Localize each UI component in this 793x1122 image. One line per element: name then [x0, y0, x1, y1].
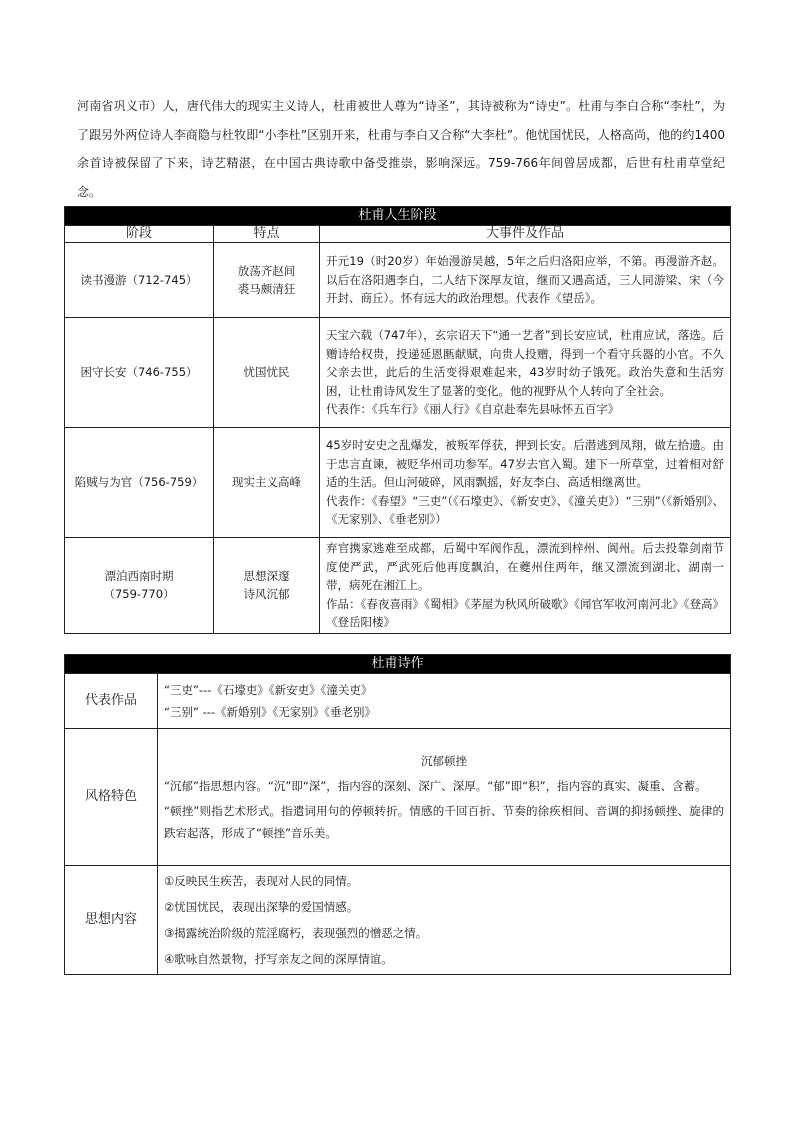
works-text: 作品：《春夜喜雨》《蜀相》《茅屋为秋风所破歌》《闻官军收河南河北》《登高》《登岳阳楼》	[326, 596, 725, 629]
events-cell	[320, 538, 731, 634]
trait-cell: 现实主义高峰	[214, 428, 320, 538]
table-row	[65, 428, 731, 538]
intro-paragraph: 河南省巩义市）人，唐代伟大的现实主义诗人，杜甫被世人尊为“诗圣”，其诗被称为“诗史”。杜甫与李白合称“李杜”，为了跟另外两位诗人李商隐与杜牧即“小李杜”区别开来，杜甫与李白又合称“大李杜”。他忧国忧民，人格高尚，他的约1400余首诗被保留了下来，诗艺精湛，在中国古典诗歌中备受推崇，影响深远。759-766年间曾居成都，后世有杜甫草堂纪念。	[77, 99, 725, 199]
trait-cell: 忧国忧民	[214, 318, 320, 428]
events-text: 弃官携家逃难至成都，后蜀中军阀作乱，漂流到梓州、阆州。后去投靠剑南节度使严武，严武死后他再度飘泊，在夔州住两年，继又漂流到湖北、湖南一带，病死在湘江上。	[326, 541, 725, 592]
stage-cell: 陷贼与为官（756-759）	[65, 428, 214, 538]
thought-item: ③揭露统治阶级的荒淫腐朽，表现强烈的憎恶之情。	[164, 926, 428, 940]
thought-item: ①反映民生疾苦，表现对人民的同情。	[164, 874, 359, 888]
thought-item: ②忧国忧民，表现出深挚的爱国情感。	[164, 900, 359, 914]
events-cell	[320, 428, 731, 538]
thought-item: ④歌咏自然景物，抒写亲友之间的深厚情谊。	[164, 952, 393, 966]
thought-label: 思想内容	[65, 866, 158, 975]
events-text: 45岁时安史之乱爆发，被叛军俘获，押到长安。后潜逃到凤翔，做左拾遗。由于忠言直谏，被贬华州司功参军。47岁去官入蜀。建下一所草堂，过着相对舒适的生活。但山河破碎，风雨飘摇，好友李白、高适相继离世。	[326, 438, 725, 490]
events-text: 天宝六载（747年），玄宗诏天下“通一艺者”到长安应试，杜甫应试，落选。后赠诗给权贵，投递延恩匦献赋，向贵人投赠，得到一个看守兵器的小官。不久父亲去世，此后的生活变得艰难起来，43岁时幼子饿死。政治失意和生活穷困，让杜甫诗风发生了显著的变化。他的视野从个人转向了全社会。	[326, 328, 725, 398]
thought-cell	[158, 866, 731, 975]
works-cell	[158, 674, 731, 729]
style-heading: 沉郁顿挫	[421, 754, 467, 768]
stage-cell: 漂泊西南时期 （759-770）	[65, 538, 214, 634]
events-cell: 开元19（时20岁）年始漫游吴越，5年之后归洛阳应举，不第。再漫游齐赵。以后在洛阳遇李白，二人结下深厚友谊，继而又遇高适，三人同游梁、宋（今开封、商丘）。怀有远大的政治理想。代表作《望岳》。	[320, 243, 731, 318]
stage-cell: 读书漫游（712-745）	[65, 243, 214, 318]
col-header-stage: 阶段	[65, 226, 214, 243]
trait-cell: 放荡齐赵间 裘马颇清狂	[214, 243, 320, 318]
style-label: 风格特色	[65, 729, 158, 866]
table-row	[65, 318, 731, 428]
poetry-title: 杜甫诗作	[65, 655, 731, 674]
table-row	[65, 538, 731, 634]
col-header-events: 大事件及作品	[320, 226, 731, 243]
life-stages-table	[64, 206, 731, 634]
works-text: 代表作：《兵车行》《丽人行》《自京赴奉先县咏怀五百字》	[326, 402, 620, 417]
table-row	[65, 243, 731, 318]
table-row	[65, 729, 731, 866]
poetry-table	[64, 654, 731, 975]
col-header-trait: 特点	[214, 226, 320, 243]
life-stages-title: 杜甫人生阶段	[65, 207, 731, 226]
works-line: “三吏”---《石壕吏》《新安吏》《潼关吏》	[164, 683, 373, 697]
table-row	[65, 674, 731, 729]
style-paragraph: “顿挫”则指艺术形式。指遣词用句的停顿转折。情感的千回百折、节奏的徐疾相间、音调的抑扬顿挫、旋律的跌宕起落，形成了“顿挫”音乐美。	[164, 804, 725, 840]
works-text: 代表作：《春望》“三吏”（《石壕吏》、《新安吏》、《潼关吏》）“三别”（《新婚别》、《无家别》、《垂老别》）	[326, 493, 725, 527]
style-cell	[158, 729, 731, 866]
trait-cell: 思想深邃 诗风沉郁	[214, 538, 320, 634]
events-cell	[320, 318, 731, 428]
works-line: “三别” ---《新婚别》《无家别》《垂老别》	[164, 705, 377, 719]
stage-cell: 困守长安（746-755）	[65, 318, 214, 428]
works-label: 代表作品	[65, 674, 158, 729]
table-row	[65, 866, 731, 975]
style-paragraph: “沉郁”指思想内容。“沉”即“深”，指内容的深刻、深广、深厚。“郁”即“积”，指内容的真实、凝重、含蓄。	[164, 779, 707, 793]
